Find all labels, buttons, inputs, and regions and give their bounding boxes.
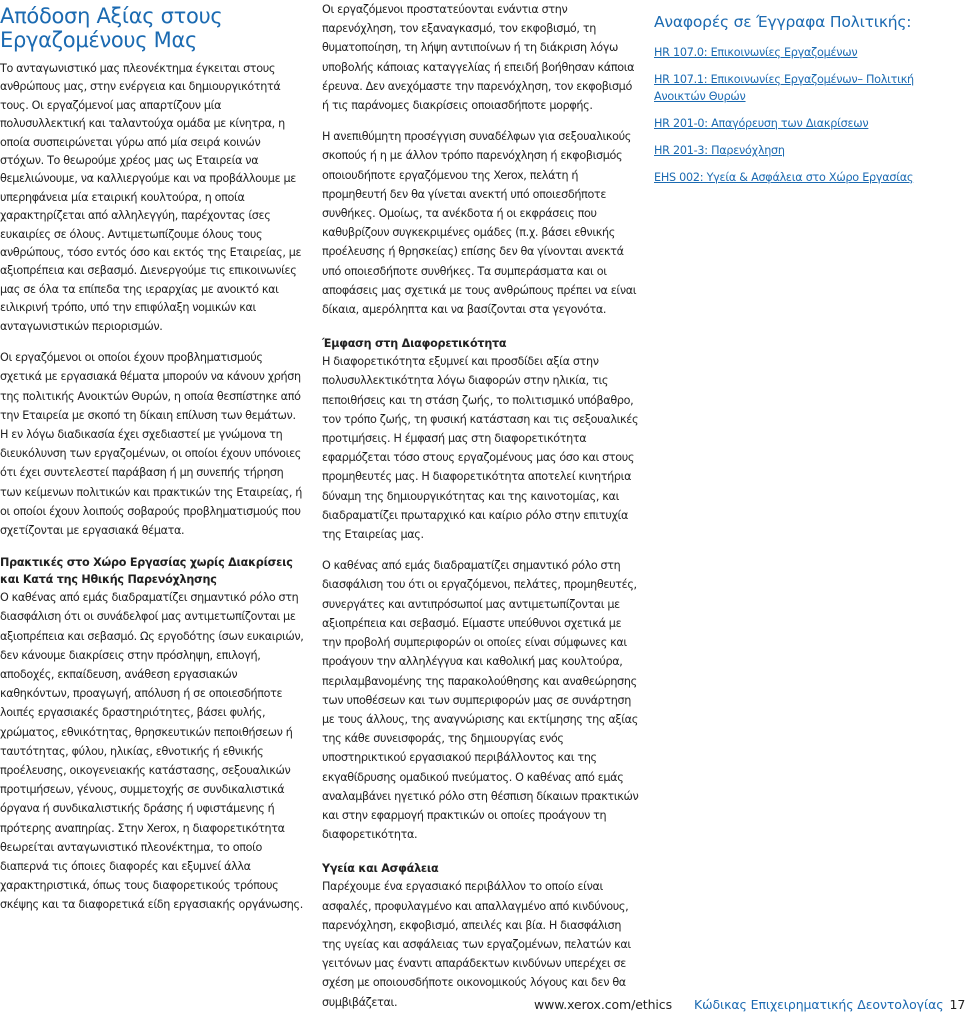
page-footer <box>534 996 965 1014</box>
page-title: Απόδοση Αξίας στους Εργαζομένους Μας <box>0 4 223 52</box>
policy-link-hr-201-0[interactable]: HR 201-0: Απαγόρευση των Διακρίσεων <box>654 117 869 130</box>
policy-reference-item <box>654 44 960 61</box>
diversity-responsibility-paragraph: Ο καθένας από εμάς διαδραματίζει σημαντικό ρόλο στη διασφάλιση του ότι οι εργαζόμενοι, πελάτες, προμηθευτές, συνεργάτες και αντιπρόσωποί μας αντιμετωπίζονται με αξιοπρέπεια και σεβασμό. Είμαστε υπεύθυνοι σχετικά με την προβολή συμπεριφορών οι οποίες είναι σύμφωνες και προάγουν την αλληλέγγυα και καθολική μας κουλτούρα, περιλαμβανομένης της παρακολούθησης και αναθεώρησης των υποθέσεων και των συμπεριφορών μας σε συνάρτηση με τους άλλους, της αναγνώρισης και εκτίμησης της αξίας της κάθε συνεισφοράς, της δημιουργίας ενός υποστηρικτικού εργασιακού περιβάλλοντος και της εκγαθίδρυσης ομαδικού πνεύματος. Ο καθένας από εμάς αναλαμβάνει ηγετικό ρόλο στη θέσπιση δίκαιων πρακτικών και στην εφαρμογή πρακτικών οι οποίες προάγουν τη διαφορετικότητα. <box>322 559 639 842</box>
references-heading: Αναφορές σε Έγγραφα Πολιτικής: <box>654 13 912 31</box>
middle-column <box>322 0 640 1012</box>
policy-reference-item <box>654 169 960 186</box>
footer-url-link[interactable]: www.xerox.com/ethics <box>534 997 672 1012</box>
policy-link-hr-107-0[interactable]: HR 107.0: Επικοινωνίες Εργαζομένων <box>654 46 858 59</box>
harassment-paragraph: Η ανεπιθύμητη προσέγγιση συναδέλφων για σεξουαλικούς σκοπούς ή η με άλλον τρόπο παρενόχληση ή εκφοβισμός οποιουδήποτε εργαζόμενου της Xerox, πελάτη ή προμηθευτή δεν θα γίνεται ανεκτή υπό οποιεσδήποτε συνθήκες. Ομοίως, τα ανέκδοτα ή οι εκφράσεις που καθυβρίζουν συγκεκριμένες ομάδες (π.χ. βάσει εθνικής προέλευσης ή θρησκείας) επίσης δεν θα γίνονται ανεκτά υπό οποιεσδήποτε συνθήκες. Τα συμπεράσματα και οι αποφάσεις μας σχετικά με τους ανθρώπους πρέπει να είναι δίκαια, αμερόληπτα και να βασίζονται στα γεγονότα. <box>322 130 637 317</box>
policy-link-hr-201-3[interactable]: HR 201-3: Παρενόχληση <box>654 144 785 157</box>
protection-paragraph: Οι εργαζόμενοι προστατεύονται ενάντια στην παρενόχληση, τον εξαναγκασμό, τον εκφοβισμό, τη θυματοποίηση, τη λήψη αντιποίνων ή τη διάκριση λόγω υποβολής κάποιας καταγγελίας ή επειδή βοήθησαν κάποια έρευνα. Δεν ανεχόμαστε την παρενόχληση, τον εκφοβισμό ή τις παράνομες διακρίσεις οποιασδήποτε μορφής. <box>322 3 635 113</box>
policy-reference-list <box>654 44 960 186</box>
intro-paragraph: Το ανταγωνιστικό μας πλεονέκτημα έγκειται στους ανθρώπους μας, στην ενέργεια και δημιουργικότητά τους. Οι εργαζόμενοί μας απαρτίζουν μία πολυσυλλεκτική και ταλαντούχα ομάδα με κίνητρα, η οποία συσπειρώνεται γύρω από μία σειρά κοινών στόχων. Το θεωρούμε χρέος μας ως Εταιρεία να θεμελιώνουμε, να καλλιεργούμε και να προβάλλουμε με υπερηφάνεια μία εταιρική κουλτούρα, η οποία χαρακτηρίζεται από αλληλεγγύη, παρέχοντας ίσες ευκαιρίες σε όλους. Αντιμετωπίζουμε όλους τους ανθρώπους, τόσο εντός όσο και εκτός της Εταιρείας, με αξιοπρέπεια και σεβασμό. Διενεργούμε τις επικοινωνίες μας σε όλα τα επίπεδα της ιεραρχίας με ανοικτό και ειλικρινή τρόπο, υπό την επιφύλαξη νομικών και ανταγωνιστικών περιορισμών. <box>0 62 302 333</box>
policy-references-sidebar <box>654 0 960 196</box>
policy-link-ehs-002[interactable]: EHS 002: Υγεία & Ασφάλεια στο Χώρο Εργασίας <box>654 171 914 184</box>
policy-reference-item <box>654 142 960 159</box>
section-heading-diversity: Έμφαση στη Διαφορετικότητα <box>322 337 507 351</box>
policy-reference-item <box>654 71 960 105</box>
open-door-paragraph: Οι εργαζόμενοι οι οποίοι έχουν προβληματισμούς σχετικά με εργασιακά θέματα μπορούν να κάνουν χρήση της πολιτικής Ανοικτών Θυρών, η οποία θεσπίστηκε από την Εταιρεία με σκοπό τη δίκαιη επίλυση των θεμάτων. Η εν λόγω διαδικασία έχει σχεδιαστεί με γνώμονα τη διευκόλυνση των εργαζομένων, οι οποίοι έχουν υπόνοιες ότι έχει συντελεστεί παράβαση ή μη συνεπής τήρηση των κείμενων πολιτικών και πρακτικών της Εταιρείας, ή οι οποίοι έχουν λοιπούς σοβαρούς προβληματισμούς που σχετίζονται με εργασιακά θέματα. <box>0 351 303 537</box>
policy-reference-item <box>654 115 960 132</box>
page-number: 17 <box>949 997 965 1012</box>
section-heading-nondiscrimination: Πρακτικές στο Χώρο Εργασίας χωρίς Διακρίσεις και Κατά της Ηθικής Παρενόχλησης <box>0 556 293 587</box>
left-column <box>0 0 306 915</box>
section-heading-health-safety: Υγεία και Ασφάλεια <box>322 862 439 876</box>
diversity-paragraph: Η διαφορετικότητα εξυμνεί και προσδίδει αξία στην πολυσυλλεκτικότητα λόγω διαφορών στην ηλικία, τις πεποιθήσεις και τη στάση ζωής, το πολιτισμικό υπόβαθρο, τον τρόπο ζωής, τη φυσική κατάσταση και τις σεξουαλικές προτιμήσεις. Η έμφασή μας στη διαφορετικότητα εφαρμόζεται τόσο στους εργαζομένους μας όσο και στους προμηθευτές μας. Η διαφορετικότητα αποτελεί κινητήρια δύναμη της δημιουργικότητας και της καινοτομίας, και διαδραματίζει πρωταρχικό και καίριο ρόλο στην επιτυχία της Εταιρείας μας. <box>322 355 639 542</box>
health-safety-paragraph: Παρέχουμε ένα εργασιακό περιβάλλον το οποίο είναι ασφαλές, προφυλαγμένο και απαλλαγμένο από κινδύνους, παρενόχληση, εκφοβισμό, απειλές και βία. Η διασφάλιση της υγείας και ασφάλειας των εργαζομένων, πελατών και γειτόνων μας έναντι απαράδεκτων κινδύνων υπερέχει σε σχέση με οποιουσδήποτε οικονομικούς λόγους και δεν θα συμβιβάζεται. <box>322 880 631 1009</box>
nondiscrimination-paragraph: Ο καθένας από εμάς διαδραματίζει σημαντικό ρόλο στη διασφάλιση ότι οι συνάδελφοί μας αντιμετωπίζονται με αξιοπρέπεια και σεβασμό. Ως εργοδότης ίσων ευκαιριών, δεν κάνουμε διακρίσεις στην πρόσληψη, επιλογή, αποδοχές, εκπαίδευση, ανάθεση εργασιακών καθηκόντων, προαγωγή, απόλυση ή σε οποιεσδήποτε λοιπές εργασιακές δραστηριότητες, βάσει φυλής, χρώματος, εθνικότητας, θρησκευτικών πεποιθήσεων ή ταυτότητας, φύλου, ηλικίας, εθνοτικής ή εθνικής προέλευσης, οικογενειακής κατάστασης, σεξουαλικών προτιμήσεων, γένους, συμμετοχής σε συνδικαλιστικά όργανα ή συνδικαλιστικής δράσης ή υφιστάμενης ή πρότερης αναπηρίας. Στην Xerox, η διαφορετικότητα θεωρείται ανταγωνιστικό πλεονέκτημα, το οποίο διαπερνά τις όποιες διαφορές και εξυμνεί άλλα χαρακτηριστικά, όπως τους διαφορετικούς τρόπους σκέψης και τα διαφορετικά είδη εργασιακής οργάνωσης. <box>0 591 304 912</box>
footer-document-title: Κώδικας Επιχειρηματικής Δεοντολογίας <box>693 997 944 1012</box>
policy-link-hr-107-1[interactable]: HR 107.1: Επικοινωνίες Εργαζομένων– Πολιτική Ανοικτών Θυρών <box>654 73 914 103</box>
